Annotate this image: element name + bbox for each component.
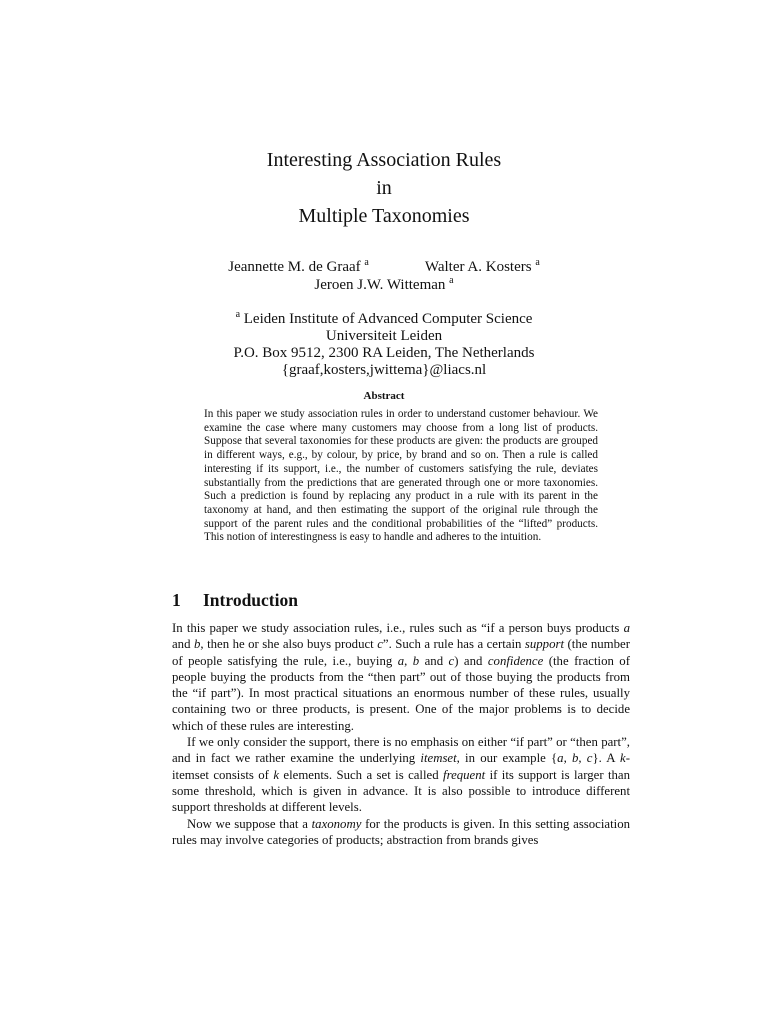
title-line-2: in [376,177,392,199]
abstract-text: In this paper we study association rules in order to understand customer behaviour. We examine the case where many customers may choose from a long list of products. Suppose that several taxonomies for these products are given: the products are grouped in different ways, e.g., by colour, by price, by brand and so on. Then a rule is called interesting if its support, i.e., the number of customers satisfying the rule, deviates substantially from the predictions that are generated through one or more taxonomies. Such a prediction is found by replacing any product in a rule with its parent in the taxonomy at hand, and then estimating the support of the original rule through the support of the parent rules and the conditional probabilities of the “lifted” products. This notion of interestingness is easy to handle and adheres to the intuition. [204,408,598,544]
abstract-heading: Abstract [363,390,405,402]
paragraph: If we only consider the support, there is no emphasis on either “if part” or “then part”, and in fact we rather examine the underlying itemset, in our example {a, b, c}. A k-itemset consists of k elements. Such a set is called frequent if its support is larger than some threshold, which is given in advance. It is also possible to introduce different support thresholds at different levels. [172,735,631,815]
section-heading [172,590,298,611]
author: Jeannette M. de Graaf $^a$ [228,257,369,275]
title-line-1: Interesting Association Rules [266,149,502,171]
paper-title [0,146,768,230]
intro-body [172,620,630,848]
affiliation-institute: Leiden Institute of Advanced Computer Science [243,311,533,327]
affiliation-university: Universiteit Leiden [325,328,443,344]
affiliation-address: P.O. Box 9512, 2300 RA Leiden, The Netherlands [233,345,535,361]
affiliation: $^a$ Leiden Institute of Advanced Computer Science Universiteit Leiden P.O. Box 9512, 2300 RA Leiden, The Netherlands {graaf,kosters,jwittema}@liacs.nl [0,311,768,379]
section-number: 1 [172,590,181,610]
paragraph: Now we suppose that a taxonomy for the products is given. In this setting association rules may involve categories of products; abstraction from brands gives [172,816,630,847]
author: Jeroen J.W. Witteman $^a$ [314,275,454,293]
affiliation-email: {graaf,kosters,jwittema}@liacs.nl [281,362,487,378]
author: Walter A. Kosters $^a$ [424,257,540,275]
section-title: Introduction [203,590,298,610]
author-list [0,258,768,294]
title-line-3: Multiple Taxonomies [298,205,470,227]
paragraph: In this paper we study association rules, i.e., rules such as “if a person buys products a and b, then he or she also buys product c”. Such a rule has a certain support (the number of people satisfying the rule, i.e., buying a, b and c) and confidence (the fraction of people buying the products from the “then part” out of those buying the products from the “if part”). In most practical situations an enormous number of these rules, usually containing two or three products, is present. One of the major problems is to decide which of these rules are interesting. [172,621,630,733]
